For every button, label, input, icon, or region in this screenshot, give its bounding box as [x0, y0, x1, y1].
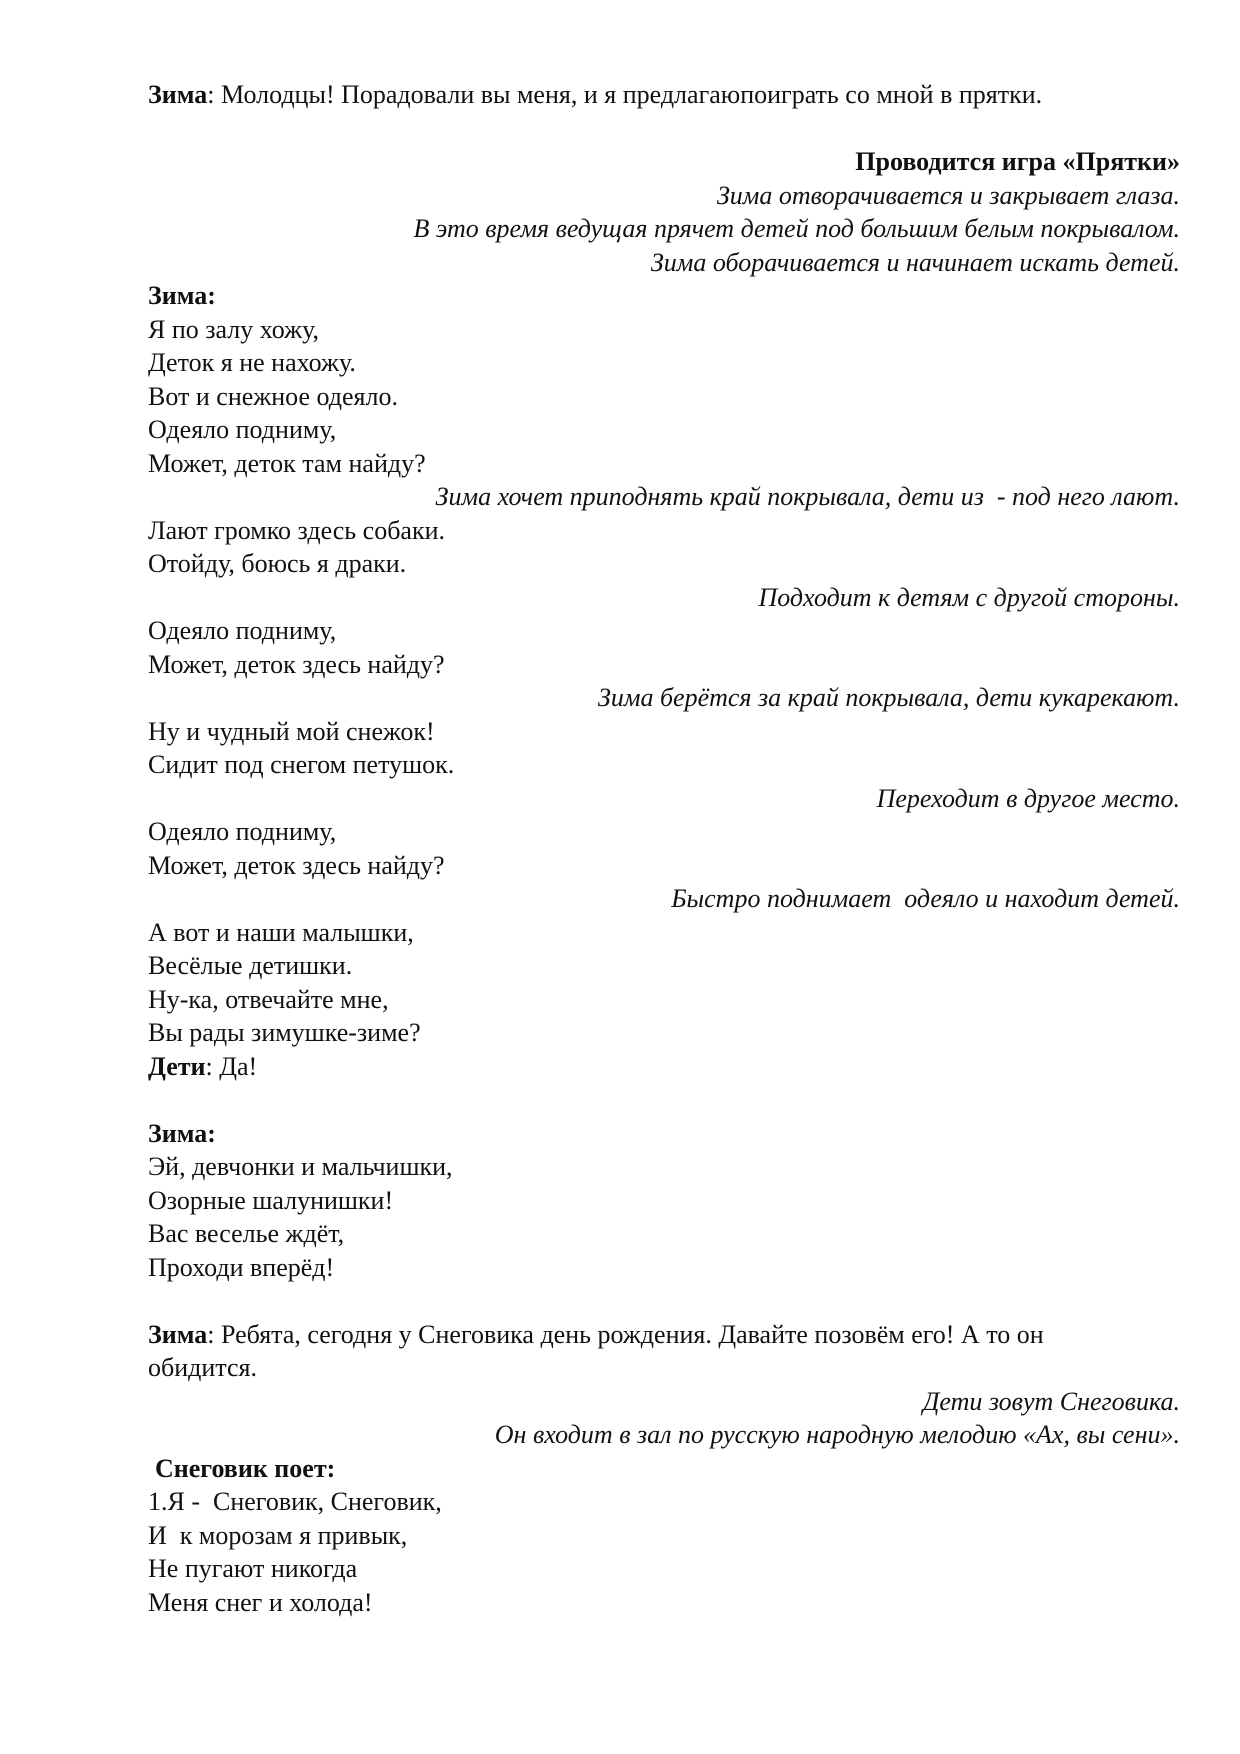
speech-line [148, 1050, 1180, 1084]
stage-direction: Подходит к детям с другой стороны. [758, 582, 1180, 612]
stage-direction: Зима берётся за край покрывала, дети кукарекают. [597, 683, 1180, 712]
spacer [148, 112, 1180, 146]
stage-direction: В это время ведущая прячет детей под большим белым покрывалом. [413, 214, 1180, 243]
verse-line: Сидит под снегом петушок. [148, 750, 455, 779]
verse-line: Ну-ка, отвечайте мне, [148, 984, 389, 1014]
speaker-heading: Зима: [148, 1118, 216, 1148]
speech-line [148, 78, 1180, 112]
game-heading: Проводится игра «Прятки» [855, 147, 1180, 176]
speaker-heading: Зима: [148, 281, 216, 310]
stage-direction: Дети зовут Снеговика. [922, 1386, 1180, 1416]
speech-line-continuation: обидится. [148, 1353, 257, 1382]
verse-line: Проходи вперёд! [148, 1252, 335, 1282]
verse-line: Я по залу хожу, [148, 314, 319, 344]
verse-line: Вы рады зимушке-зиме? [148, 1018, 421, 1047]
verse-line: Одеяло подниму, [148, 817, 337, 846]
verse-line: Деток я не нахожу. [148, 348, 356, 377]
speaker-name: Зима [148, 1319, 208, 1349]
song-line: И к морозам я привык, [148, 1520, 408, 1550]
speech-text: : Молодцы! Порадовали вы меня, и я предлагаюпоиграть со мной в прятки. [207, 80, 1043, 109]
speech-line [148, 1318, 1180, 1352]
verse-line: Одеяло подниму, [148, 616, 337, 645]
spacer [148, 1284, 1180, 1318]
speaker-name: Дети [148, 1051, 206, 1081]
verse-line: Может, деток здесь найду? [148, 649, 445, 679]
verse-line: Озорные шалунишки! [148, 1185, 394, 1215]
verse-line: Эй, девчонки и мальчишки, [148, 1152, 453, 1181]
verse-line: Одеяло подниму, [148, 415, 337, 444]
verse-line: Ну и чудный мой снежок! [148, 716, 435, 746]
song-line: Меня снег и холода! [148, 1587, 373, 1617]
stage-direction: Он входит в зал по русскую народную мелодию «Ах, вы сени». [494, 1420, 1180, 1449]
verse-line: Весёлые детишки. [148, 951, 353, 980]
spacer [148, 1083, 1180, 1117]
verse-line: Лают громко здесь собаки. [148, 515, 446, 545]
song-line: Не пугают никогда [148, 1554, 358, 1583]
song-line: 1.Я - Снеговик, Снеговик, [148, 1487, 442, 1516]
stage-direction: Зима оборачивается и начинает искать детей. [650, 247, 1180, 277]
stage-direction: Быстро поднимает одеяло и находит детей. [671, 884, 1180, 913]
document-page [148, 78, 1180, 1619]
verse-line: А вот и наши малышки, [148, 917, 414, 947]
stage-direction: Переходит в другое место. [876, 783, 1180, 813]
stage-direction: Зима отворачивается и закрывает глаза. [716, 180, 1180, 210]
speaker-name: Зима [148, 80, 208, 109]
verse-line: Отойду, боюсь я драки. [148, 549, 407, 578]
speaker-heading: Снеговик поет: [155, 1453, 336, 1483]
speech-text: : Да! [205, 1051, 258, 1081]
verse-line: Вас веселье ждёт, [148, 1219, 345, 1248]
verse-line: Может, деток там найду? [148, 448, 426, 478]
verse-line: Может, деток здесь найду? [148, 850, 445, 880]
stage-direction: Зима хочет приподнять край покрывала, дети из - под него лают. [435, 482, 1180, 511]
verse-line: Вот и снежное одеяло. [148, 381, 398, 411]
speech-text: : Ребята, сегодня у Снеговика день рождения. Давайте позовём его! А то он [207, 1319, 1044, 1349]
